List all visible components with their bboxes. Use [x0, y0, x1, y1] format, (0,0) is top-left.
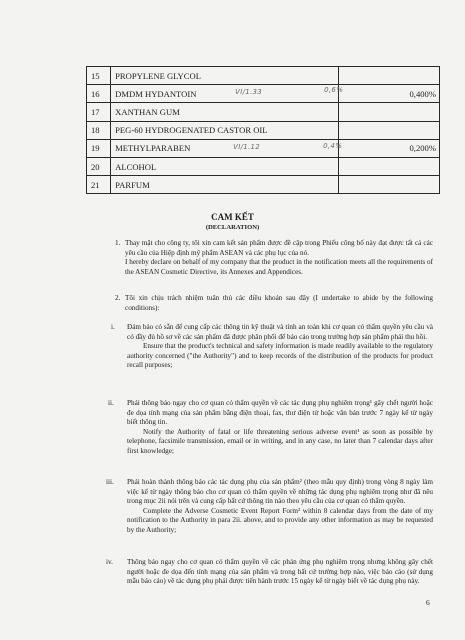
- row-number: 19: [87, 139, 111, 157]
- handwritten-annotation: 0,4%: [323, 141, 343, 150]
- declaration-item-ii: [108, 399, 433, 457]
- item-text-vi: Thay mặt cho công ty, tôi xin cam kết sản phẩm được đề cập trong Phiếu công bố này đạt được tất cả các yêu cầu của Hiệp định mỹ phẩm ASEAN và các phụ lục của nó.: [125, 239, 433, 257]
- item-number: iv.: [106, 558, 113, 566]
- item-text-en: Complete the Adverse Cosmetic Event Report Form² within 8 calendar days from the date of my notification to the Authority in para 2ii. above, and to provide any other information as may be requested by the Authority;: [127, 506, 433, 534]
- handwritten-annotation: VI/1.12: [233, 142, 261, 151]
- table-row: [87, 121, 440, 139]
- declaration-item-i: [111, 323, 433, 371]
- ingredient-table: [86, 66, 440, 194]
- declaration-title: CAM KẾT: [211, 212, 254, 222]
- ingredient-percent: [339, 157, 440, 175]
- declaration-item-1: [115, 239, 433, 277]
- table-row: [87, 67, 440, 85]
- table-row: [87, 157, 440, 175]
- ingredient-name: PROPYLENE GLYCOL: [111, 67, 339, 85]
- row-number: 17: [87, 103, 111, 121]
- ingredient-name: XANTHAN GUM: [111, 103, 339, 121]
- item-number: ii.: [108, 399, 114, 407]
- ingredient-percent: 0,400%: [339, 85, 440, 103]
- item-text-en: Ensure that the product's technical and safety information is made readily available to the regulatory authority concerned ("the Authority") and to keep records of the distribution of the products for product recall purposes;: [127, 342, 433, 370]
- ingredient-percent: [339, 103, 440, 121]
- ingredient-name: PARFUM: [111, 176, 339, 194]
- table-row: [87, 85, 440, 103]
- item-text-en: Notify the Authority of fatal or life threatening serious adverse event¹ as soon as possible by telephone, facsimile transmission, email or in writing, and in any case, no later than 7 calendar days after first knowledge;: [127, 427, 433, 455]
- ingredient-percent: [339, 67, 440, 85]
- row-number: 18: [87, 121, 111, 139]
- row-number: 20: [87, 157, 111, 175]
- item-number: 2.: [115, 294, 121, 302]
- ingredient-percent: 0,200%: [339, 139, 440, 157]
- row-number: 16: [87, 85, 111, 103]
- item-text-vi: Tôi xin chịu trách nhiệm tuân thủ các điều khoản sau đây (I undertake to abide by the following conditions):: [125, 294, 433, 312]
- declaration-item-iii: [106, 478, 433, 536]
- item-text-vi: Phải thông báo ngay cho cơ quan có thẩm quyền về các tác dụng phụ nghiêm trọng¹ gây chết người hoặc đe dọa tính mạng của sản phẩm bằng điện thoại, fax, thư điện tử hoặc văn bản trước 7 ngày kể từ ngày biết thông tin.: [127, 399, 433, 427]
- item-number: iii.: [106, 478, 114, 486]
- row-number: 21: [87, 176, 111, 194]
- declaration-item-2: [115, 294, 433, 313]
- item-number: 1.: [115, 239, 121, 247]
- ingredient-percent: [339, 176, 440, 194]
- item-text-vi: Đảm bảo có sẵn để cung cấp các thông tin kỹ thuật và tính an toàn khi cơ quan có thẩm quyền yêu cầu và có đầy đủ hồ sơ về các sản phẩm đã được phân phối để báo cáo trong trường hợp sản phẩm phải thu hồi.: [127, 323, 433, 341]
- ingredient-name: ALCOHOL: [111, 157, 339, 175]
- ingredient-name: DMDM HYDANTOIN VI/1.33 0,6%: [111, 85, 339, 103]
- row-number: 15: [87, 67, 111, 85]
- handwritten-annotation: 0,6%: [324, 86, 344, 95]
- ingredient-name: PEG-60 HYDROGENATED CASTOR OIL: [111, 121, 339, 139]
- item-text-en: I hereby declare on behalf of my company that the product in the notification meets all the requirements of the ASEAN Cosmetic Directive, its Annexes and Appendices.: [125, 258, 433, 276]
- handwritten-annotation: VI/1.33: [235, 88, 263, 97]
- item-text-vi: Thông báo ngay cho cơ quan có thẩm quyền về các phản ứng phụ nghiêm trọng nhưng không gây chết người hoặc đe dọa đến tính mạng của sản phẩm và trong bất cứ trường hợp nào, việc báo cáo (sử dụng mẫu báo cáo) về tác dụng phụ phải được tiến hành trước 15 ngày kể từ ngày biết về tác dụng phụ này.: [127, 558, 433, 586]
- ingredient-percent: [339, 121, 440, 139]
- declaration-item-iv: [106, 558, 433, 587]
- declaration-subtitle: (DECLARATION): [205, 224, 260, 231]
- ingredient-name: METHYLPARABEN VI/1.12 0,4%: [111, 139, 339, 157]
- item-number: i.: [111, 323, 115, 331]
- item-text-vi: Phải hoàn thành thông báo các tác dụng phụ của sản phẩm² (theo mẫu quy định) trong vòng 8 ngày làm việc kể từ ngày thông báo cho cơ quan có thẩm quyền về những tác dụng phụ nghiêm trọng như đã nêu trong mục 2ii nói trên và cung cấp bất cứ thông tin nào theo yêu cầu của cơ quan có thẩm quyền.: [127, 478, 433, 506]
- table-row: [87, 176, 440, 194]
- table-row: [87, 103, 440, 121]
- page-number: 6: [426, 598, 430, 607]
- table-row: [87, 139, 440, 157]
